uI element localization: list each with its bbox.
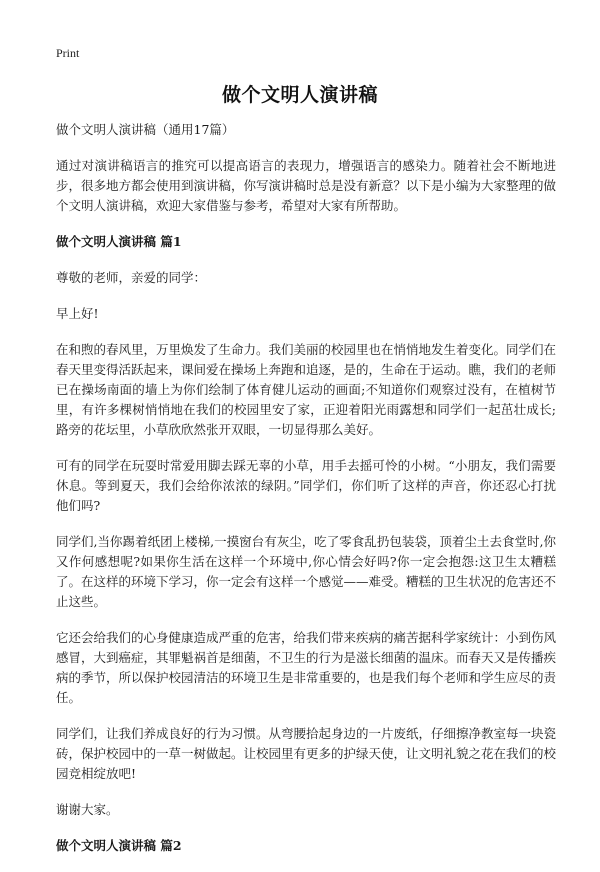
document-subtitle: 做个文明人演讲稿（通用17篇） [56, 122, 235, 137]
body-paragraph-5: 同学们，让我们养成良好的行为习惯。从弯腰拾起身边的一片废纸，仔细擦净教室每一块瓷砖，保护校园中的一草一树做起。让校园里有更多的护绿天使，让文明礼貌之花在我们的校园竞相绽放吧! [56, 726, 557, 781]
document-body [56, 120, 556, 872]
body-paragraph-4: 它还会给我们的心身健康造成严重的危害，给我们带来疾病的痛苦据科学家统计：小到伤风感冒，大到癌症，其罪魁祸首是细菌，不卫生的行为是滋长细菌的温床。而春天又是传播疾病的季节，所以保护校园清洁的环境卫生是非常重要的，也是我们每个老师和学生应尽的责任。 [56, 630, 557, 705]
section-heading-2: 做个文明人演讲稿 篇2 [56, 838, 182, 853]
body-paragraph-2: 可有的同学在玩耍时常爱用脚去踩无辜的小草，用手去摇可怜的小树。“小朋友，我们需要休息。等到夏天，我们会给你浓浓的绿阴。”同学们，你们听了这样的声音，你还忍心打扰他们吗? [56, 458, 556, 513]
section-heading-1: 做个文明人演讲稿 篇1 [56, 234, 182, 249]
greeting-paragraph: 尊敬的老师，亲爱的同学： [56, 270, 207, 285]
body-paragraph-1: 在和煦的春风里，万里焕发了生命力。我们美丽的校园里也在悄悄地发生着变化。同学们在春天里变得活跃起来，课间爱在操场上奔跑和追逐，是的，生命在于运动。瞧，我们的老师已在操场南面的墙上为你们绘制了体育健儿运动的画面;不知道你们观察过没有，在植树节里，有许多棵树悄悄地在我们的校园里安了家，正迎着阳光雨露想和同学们一起茁壮成长;路旁的花坛里，小草欣欣然张开双眼，一切显得那么美好。 [56, 342, 557, 437]
page-title: 做个文明人演讲稿 [221, 84, 378, 106]
closing-paragraph: 谢谢大家。 [56, 802, 119, 817]
intro-paragraph: 通过对演讲稿语言的推究可以提高语言的表现力，增强语言的感染力。随着社会不断地进步，很多地方都会使用到演讲稿，你写演讲稿时总是没有新意？以下是小编为大家整理的做个文明人演讲稿，欢迎大家借鉴与参考，希望对大家有所帮助。 [56, 158, 557, 213]
morning-paragraph: 早上好! [56, 306, 99, 321]
print-link[interactable]: Print [56, 46, 80, 60]
body-paragraph-3: 同学们,当你踢着纸团上楼梯,一摸窗台有灰尘，吃了零食乱扔包装袋，顶着尘土去食堂时,你又作何感想呢?如果你生活在这样一个环境中,你心情会好吗?你一定会抱怨:这卫生太糟糕了。在这样的环境下学习，你一定会有这样一个感觉——难受。糟糕的卫生状况的危害还不止这些。 [56, 534, 557, 609]
